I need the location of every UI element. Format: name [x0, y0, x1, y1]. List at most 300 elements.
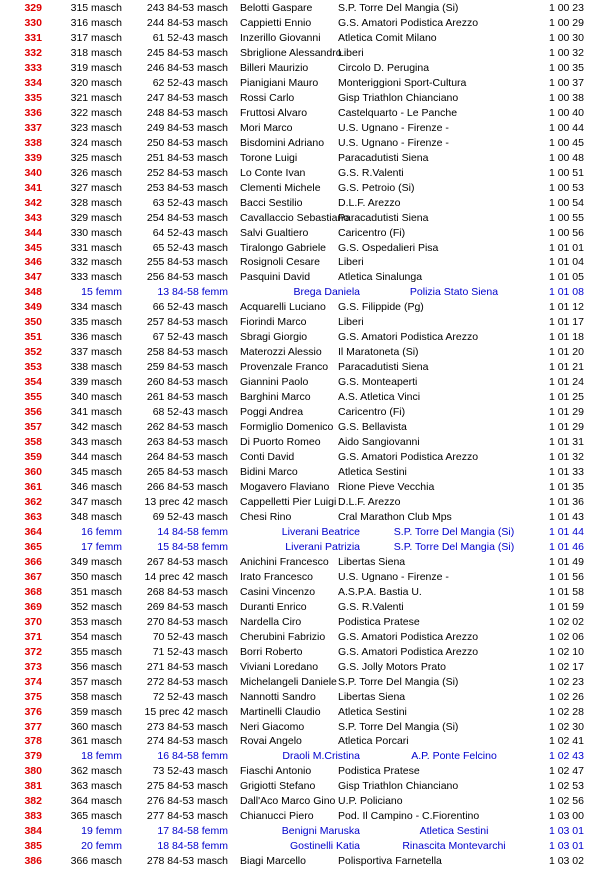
- gender-rank: 340 masch: [70, 391, 122, 404]
- club-name: A.S.P.A. Bastia U.: [338, 585, 422, 598]
- gender-rank: 361 masch: [70, 735, 122, 748]
- category-rank: 15 84-58 femm: [157, 540, 228, 553]
- club-name: Atletica Sestini: [338, 466, 407, 479]
- club-name: Liberi: [338, 256, 364, 269]
- result-row: [0, 720, 590, 735]
- club-name: S.P. Torre Del Mangia (Si): [338, 720, 459, 733]
- overall-position: 349: [24, 301, 42, 314]
- athlete-name: Chianucci Piero: [240, 810, 314, 823]
- gender-rank: 322 masch: [70, 106, 122, 119]
- club-name: Caricentro (Fi): [338, 406, 406, 419]
- result-row: [0, 675, 590, 690]
- gender-rank: 344 masch: [70, 451, 122, 464]
- gender-rank: 335 masch: [70, 316, 122, 329]
- category-rank: 259 84-53 masch: [146, 361, 228, 374]
- club-name: Cral Marathon Club Mps: [338, 510, 452, 523]
- club-name: Paracadutisti Siena: [338, 361, 429, 374]
- result-row: [0, 315, 590, 330]
- overall-position: 375: [24, 690, 42, 703]
- result-row: [0, 630, 590, 645]
- finish-time: 1 01 25: [548, 391, 584, 404]
- athlete-name: Anichini Francesco: [240, 555, 329, 568]
- result-row: [0, 480, 590, 495]
- athlete-name: Neri Giacomo: [240, 720, 305, 733]
- result-row: [0, 570, 590, 585]
- category-rank: 274 84-53 masch: [146, 735, 228, 748]
- overall-position: 347: [24, 271, 42, 284]
- club-name: Caricentro (Fi): [338, 226, 406, 239]
- overall-position: 330: [24, 16, 42, 29]
- club-name: G.S. Amatori Podistica Arezzo: [338, 451, 479, 464]
- athlete-name: Liverani Beatrice: [281, 525, 360, 538]
- finish-time: 1 00 44: [548, 121, 584, 134]
- overall-position: 351: [24, 331, 42, 344]
- finish-time: 1 02 47: [548, 765, 584, 778]
- gender-rank: 339 masch: [70, 376, 122, 389]
- finish-time: 1 00 40: [548, 106, 584, 119]
- gender-rank: 357 masch: [70, 675, 122, 688]
- finish-time: 1 01 36: [548, 495, 584, 508]
- finish-time: 1 01 08: [548, 286, 584, 299]
- overall-position: 348: [24, 286, 42, 299]
- athlete-name: Martinelli Claudio: [240, 705, 321, 718]
- finish-time: 1 00 35: [548, 61, 584, 74]
- overall-position: 332: [24, 46, 42, 59]
- finish-time: 1 01 29: [548, 421, 584, 434]
- club-name: Podistica Pratese: [338, 765, 420, 778]
- club-name: G.S. Monteaperti: [338, 376, 418, 389]
- club-name: Polisportiva Farnetella: [338, 855, 442, 868]
- finish-time: 1 01 12: [548, 301, 584, 314]
- club-name: Atletica Sestini: [419, 825, 489, 838]
- category-rank: 66 52-43 masch: [152, 301, 228, 314]
- athlete-name: Rosignoli Cesare: [240, 256, 320, 269]
- result-row: [0, 151, 590, 166]
- athlete-name: Bidini Marco: [240, 466, 298, 479]
- finish-time: 1 01 44: [548, 525, 584, 538]
- category-rank: 269 84-53 masch: [146, 600, 228, 613]
- overall-position: 357: [24, 421, 42, 434]
- category-rank: 263 84-53 masch: [146, 436, 228, 449]
- result-row: [0, 809, 590, 824]
- gender-rank: 336 masch: [70, 331, 122, 344]
- athlete-name: Grigiotti Stefano: [240, 780, 316, 793]
- category-rank: 14 84-58 femm: [157, 525, 228, 538]
- athlete-name: Nannotti Sandro: [240, 690, 316, 703]
- category-rank: 252 84-53 masch: [146, 166, 228, 179]
- athlete-name: Inzerillo Giovanni: [240, 31, 321, 44]
- gender-rank: 318 masch: [70, 46, 122, 59]
- overall-position: 361: [24, 481, 42, 493]
- finish-time: 1 00 53: [548, 181, 584, 194]
- category-rank: 13 prec 42 masch: [144, 495, 228, 508]
- finish-time: 1 01 24: [548, 376, 584, 389]
- athlete-name: Belotti Gaspare: [240, 2, 313, 14]
- finish-time: 1 01 49: [548, 555, 584, 568]
- gender-rank: 348 masch: [70, 510, 122, 523]
- gender-rank: 349 masch: [70, 555, 122, 568]
- club-name: Atletica Sestini: [338, 705, 407, 718]
- athlete-name: Formiglio Domenico: [240, 421, 334, 434]
- overall-position: 355: [24, 391, 42, 404]
- overall-position: 335: [24, 91, 42, 104]
- overall-position: 386: [24, 855, 42, 868]
- category-rank: 260 84-53 masch: [146, 376, 228, 389]
- finish-time: 1 02 30: [548, 720, 584, 733]
- gender-rank: 364 masch: [70, 795, 122, 808]
- overall-position: 376: [24, 705, 42, 718]
- club-name: S.P. Torre Del Mangia (Si): [338, 675, 459, 688]
- result-row: [0, 270, 590, 285]
- athlete-name: Benigni Maruska: [281, 825, 360, 838]
- gender-rank: 330 masch: [70, 226, 122, 239]
- club-name: Il Maratoneta (Si): [338, 346, 419, 359]
- result-row: [0, 645, 590, 660]
- category-rank: 249 84-53 masch: [146, 121, 228, 134]
- overall-position: 359: [24, 451, 42, 464]
- overall-position: 366: [24, 555, 42, 568]
- athlete-name: Cherubini Fabrizio: [240, 630, 326, 643]
- overall-position: 329: [24, 2, 42, 14]
- athlete-name: Provenzale Franco: [240, 361, 329, 374]
- overall-position: 367: [24, 570, 42, 583]
- finish-time: 1 00 23: [548, 2, 584, 14]
- finish-time: 1 02 26: [548, 690, 584, 703]
- category-rank: 15 prec 42 masch: [144, 705, 228, 718]
- category-rank: 266 84-53 masch: [146, 481, 228, 493]
- athlete-name: Mogavero Flaviano: [240, 481, 330, 493]
- finish-time: 1 00 54: [548, 196, 584, 209]
- category-rank: 277 84-53 masch: [146, 810, 228, 823]
- club-name: G.S. Bellavista: [338, 421, 407, 434]
- gender-rank: 347 masch: [70, 495, 122, 508]
- category-rank: 276 84-53 masch: [146, 795, 228, 808]
- result-row: [0, 16, 590, 31]
- result-row: [0, 510, 590, 525]
- athlete-name: Michelangeli Daniele: [240, 675, 337, 688]
- result-row: [0, 555, 590, 570]
- finish-time: 1 02 10: [548, 645, 584, 658]
- category-rank: 264 84-53 masch: [146, 451, 228, 464]
- overall-position: 364: [24, 525, 42, 538]
- club-name: Polizia Stato Siena: [409, 286, 499, 299]
- result-row: [0, 285, 590, 300]
- overall-position: 338: [24, 136, 42, 149]
- club-name: Rinascita Montevarchi: [402, 840, 506, 853]
- athlete-name: Tiralongo Gabriele: [240, 241, 326, 254]
- result-row: [0, 764, 590, 779]
- gender-rank: 360 masch: [70, 720, 122, 733]
- finish-time: 1 01 59: [548, 600, 584, 613]
- athlete-name: Cappietti Ennio: [240, 16, 312, 29]
- overall-position: 385: [24, 840, 42, 853]
- gender-rank: 334 masch: [70, 301, 122, 314]
- overall-position: 372: [24, 645, 42, 658]
- overall-position: 365: [24, 540, 42, 553]
- overall-position: 337: [24, 121, 42, 134]
- club-name: U.S. Ugnano - Firenze -: [338, 570, 449, 583]
- athlete-name: Borri Roberto: [240, 645, 303, 658]
- finish-time: 1 00 38: [548, 91, 584, 104]
- club-name: G.S. R.Valenti: [338, 600, 404, 613]
- gender-rank: 352 masch: [70, 600, 122, 613]
- overall-position: 373: [24, 660, 42, 673]
- result-row: [0, 390, 590, 405]
- category-rank: 258 84-53 masch: [146, 346, 228, 359]
- category-rank: 243 84-53 masch: [146, 2, 228, 14]
- gender-rank: 15 femm: [81, 286, 122, 299]
- finish-time: 1 02 06: [548, 630, 584, 643]
- athlete-name: Salvi Gualtiero: [240, 226, 309, 239]
- finish-time: 1 02 43: [548, 750, 584, 763]
- club-name: U.P. Policiano: [338, 795, 403, 808]
- result-row: [0, 540, 590, 555]
- category-rank: 14 prec 42 masch: [144, 570, 228, 583]
- gender-rank: 365 masch: [70, 810, 122, 823]
- category-rank: 273 84-53 masch: [146, 720, 228, 733]
- result-row: [0, 330, 590, 345]
- result-row: [0, 495, 590, 510]
- club-name: Castelquarto - Le Panche: [338, 106, 458, 119]
- gender-rank: 20 femm: [81, 840, 122, 853]
- category-rank: 246 84-53 masch: [146, 61, 228, 74]
- club-name: Atletica Porcari: [338, 735, 409, 748]
- athlete-name: Viviani Loredano: [240, 660, 319, 673]
- gender-rank: 18 femm: [81, 750, 122, 763]
- result-row: [0, 31, 590, 46]
- result-row: [0, 450, 590, 465]
- result-row: [0, 91, 590, 106]
- athlete-name: Pasquini David: [240, 271, 311, 284]
- result-row: [0, 345, 590, 360]
- athlete-name: Sbragi Giorgio: [240, 331, 308, 344]
- category-rank: 272 84-53 masch: [146, 675, 228, 688]
- result-row: [0, 435, 590, 450]
- finish-time: 1 02 17: [548, 660, 584, 673]
- finish-time: 1 03 01: [548, 825, 584, 838]
- category-rank: 250 84-53 masch: [146, 136, 228, 149]
- athlete-name: Chesi Rino: [240, 510, 292, 523]
- athlete-name: Di Puorto Romeo: [240, 436, 321, 449]
- athlete-name: Duranti Enrico: [240, 600, 307, 613]
- club-name: A.S. Atletica Vinci: [338, 391, 421, 404]
- result-row: [0, 794, 590, 809]
- overall-position: 381: [24, 780, 42, 793]
- overall-position: 383: [24, 810, 42, 823]
- athlete-name: Poggi Andrea: [240, 406, 304, 419]
- category-rank: 68 52-43 masch: [152, 406, 228, 419]
- category-rank: 61 52-43 masch: [152, 31, 228, 44]
- gender-rank: 328 masch: [70, 196, 122, 209]
- overall-position: 377: [24, 720, 42, 733]
- overall-position: 368: [24, 585, 42, 598]
- finish-time: 1 01 32: [548, 451, 584, 464]
- finish-time: 1 03 02: [548, 855, 584, 868]
- gender-rank: 341 masch: [70, 406, 122, 419]
- gender-rank: 333 masch: [70, 271, 122, 284]
- athlete-name: Conti David: [240, 451, 295, 464]
- category-rank: 17 84-58 femm: [157, 825, 228, 838]
- club-name: G.S. Amatori Podistica Arezzo: [338, 331, 479, 344]
- gender-rank: 366 masch: [70, 855, 122, 868]
- finish-time: 1 01 18: [548, 331, 584, 344]
- club-name: G.S. R.Valenti: [338, 166, 404, 179]
- result-row: [0, 854, 590, 869]
- overall-position: 363: [24, 510, 42, 523]
- result-row: [0, 181, 590, 196]
- result-row: [0, 61, 590, 76]
- finish-time: 1 01 01: [548, 241, 584, 254]
- gender-rank: 342 masch: [70, 421, 122, 434]
- result-row: [0, 749, 590, 764]
- athlete-name: Bacci Sestilio: [240, 196, 303, 209]
- category-rank: 70 52-43 masch: [152, 630, 228, 643]
- athlete-name: Dall'Aco Marco Gino: [240, 795, 336, 808]
- overall-position: 331: [24, 31, 42, 44]
- athlete-name: Mori Marco: [240, 121, 293, 134]
- gender-rank: 356 masch: [70, 660, 122, 673]
- finish-time: 1 01 04: [548, 256, 584, 269]
- athlete-name: Rossi Carlo: [240, 91, 295, 104]
- category-rank: 270 84-53 masch: [146, 615, 228, 628]
- gender-rank: 332 masch: [70, 256, 122, 269]
- result-row: [0, 46, 590, 61]
- result-row: [0, 779, 590, 794]
- gender-rank: 345 masch: [70, 466, 122, 479]
- athlete-name: Fiorindi Marco: [240, 316, 307, 329]
- club-name: Pod. Il Campino - C.Fiorentino: [338, 810, 480, 823]
- result-row: [0, 600, 590, 615]
- result-row: [0, 405, 590, 420]
- club-name: G.S. Filippide (Pg): [338, 301, 424, 314]
- gender-rank: 351 masch: [70, 585, 122, 598]
- category-rank: 251 84-53 masch: [146, 151, 228, 164]
- result-row: [0, 420, 590, 435]
- club-name: Gisp Triathlon Chianciano: [338, 91, 459, 104]
- finish-time: 1 01 56: [548, 570, 584, 583]
- category-rank: 268 84-53 masch: [146, 585, 228, 598]
- athlete-name: Draoli M.Cristina: [282, 750, 360, 763]
- result-row: [0, 136, 590, 151]
- category-rank: 62 52-43 masch: [152, 76, 228, 89]
- overall-position: 333: [24, 61, 42, 74]
- result-row: [0, 255, 590, 270]
- athlete-name: Biagi Marcello: [240, 855, 306, 868]
- club-name: U.S. Ugnano - Firenze -: [338, 121, 449, 134]
- category-rank: 63 52-43 masch: [152, 196, 228, 209]
- overall-position: 370: [24, 615, 42, 628]
- gender-rank: 354 masch: [70, 630, 122, 643]
- club-name: Libertas Siena: [338, 690, 406, 703]
- club-name: G.S. Amatori Podistica Arezzo: [338, 630, 479, 643]
- overall-position: 344: [24, 226, 42, 239]
- result-row: [0, 300, 590, 315]
- athlete-name: Billeri Maurizio: [240, 61, 309, 74]
- overall-position: 382: [24, 795, 42, 808]
- athlete-name: Materozzi Alessio: [240, 346, 322, 359]
- finish-time: 1 00 48: [548, 151, 584, 164]
- result-row: [0, 839, 590, 854]
- gender-rank: 326 masch: [70, 166, 122, 179]
- result-row: [0, 585, 590, 600]
- athlete-name: Lo Conte Ivan: [240, 166, 306, 179]
- category-rank: 72 52-43 masch: [152, 690, 228, 703]
- club-name: Aido Sangiovanni: [338, 436, 420, 449]
- gender-rank: 319 masch: [70, 61, 122, 74]
- category-rank: 13 84-58 femm: [157, 286, 228, 299]
- club-name: G.S. Ospedalieri Pisa: [338, 241, 439, 254]
- category-rank: 247 84-53 masch: [146, 91, 228, 104]
- finish-time: 1 01 31: [548, 436, 584, 449]
- club-name: Monteriggioni Sport-Cultura: [338, 76, 467, 89]
- finish-time: 1 01 35: [548, 481, 584, 493]
- athlete-name: Cavallaccio Sebastiano: [240, 211, 350, 224]
- finish-time: 1 02 41: [548, 735, 584, 748]
- category-rank: 267 84-53 masch: [146, 555, 228, 568]
- athlete-name: Pianigiani Mauro: [240, 76, 319, 89]
- finish-time: 1 03 01: [548, 840, 584, 853]
- result-row: [0, 525, 590, 540]
- result-row: [0, 615, 590, 630]
- overall-position: 350: [24, 316, 42, 329]
- finish-time: 1 02 23: [548, 675, 584, 688]
- finish-time: 1 01 43: [548, 510, 584, 523]
- club-name: Gisp Triathlon Chianciano: [338, 780, 459, 793]
- gender-rank: 331 masch: [70, 241, 122, 254]
- result-row: [0, 705, 590, 720]
- club-name: Libertas Siena: [338, 555, 406, 568]
- result-row: [0, 121, 590, 136]
- overall-position: 346: [24, 256, 42, 269]
- athlete-name: Torone Luigi: [240, 151, 298, 164]
- athlete-name: Acquarelli Luciano: [240, 301, 326, 314]
- finish-time: 1 01 21: [548, 361, 584, 374]
- gender-rank: 19 femm: [81, 825, 122, 838]
- finish-time: 1 01 33: [548, 466, 584, 479]
- finish-time: 1 02 53: [548, 780, 584, 793]
- club-name: D.L.F. Arezzo: [338, 196, 401, 209]
- finish-time: 1 01 58: [548, 585, 584, 598]
- result-row: [0, 241, 590, 256]
- category-rank: 255 84-53 masch: [146, 256, 228, 269]
- overall-position: 340: [24, 166, 42, 179]
- gender-rank: 359 masch: [70, 705, 122, 718]
- gender-rank: 321 masch: [70, 91, 122, 104]
- overall-position: 334: [24, 76, 42, 89]
- overall-position: 343: [24, 211, 42, 224]
- overall-position: 353: [24, 361, 42, 374]
- finish-time: 1 03 00: [548, 810, 584, 823]
- gender-rank: 325 masch: [70, 151, 122, 164]
- category-rank: 16 84-58 femm: [157, 750, 228, 763]
- gender-rank: 338 masch: [70, 361, 122, 374]
- finish-time: 1 00 32: [548, 46, 584, 59]
- finish-time: 1 02 02: [548, 615, 584, 628]
- category-rank: 253 84-53 masch: [146, 181, 228, 194]
- category-rank: 248 84-53 masch: [146, 106, 228, 119]
- overall-position: 336: [24, 106, 42, 119]
- finish-time: 1 01 17: [548, 316, 584, 329]
- category-rank: 257 84-53 masch: [146, 316, 228, 329]
- overall-position: 358: [24, 436, 42, 449]
- result-row: [0, 1, 590, 16]
- gender-rank: 358 masch: [70, 690, 122, 703]
- club-name: G.S. Jolly Motors Prato: [338, 660, 446, 673]
- club-name: Atletica Comit Milano: [338, 31, 437, 44]
- finish-time: 1 00 29: [548, 16, 584, 29]
- overall-position: 379: [24, 750, 42, 763]
- category-rank: 73 52-43 masch: [152, 765, 228, 778]
